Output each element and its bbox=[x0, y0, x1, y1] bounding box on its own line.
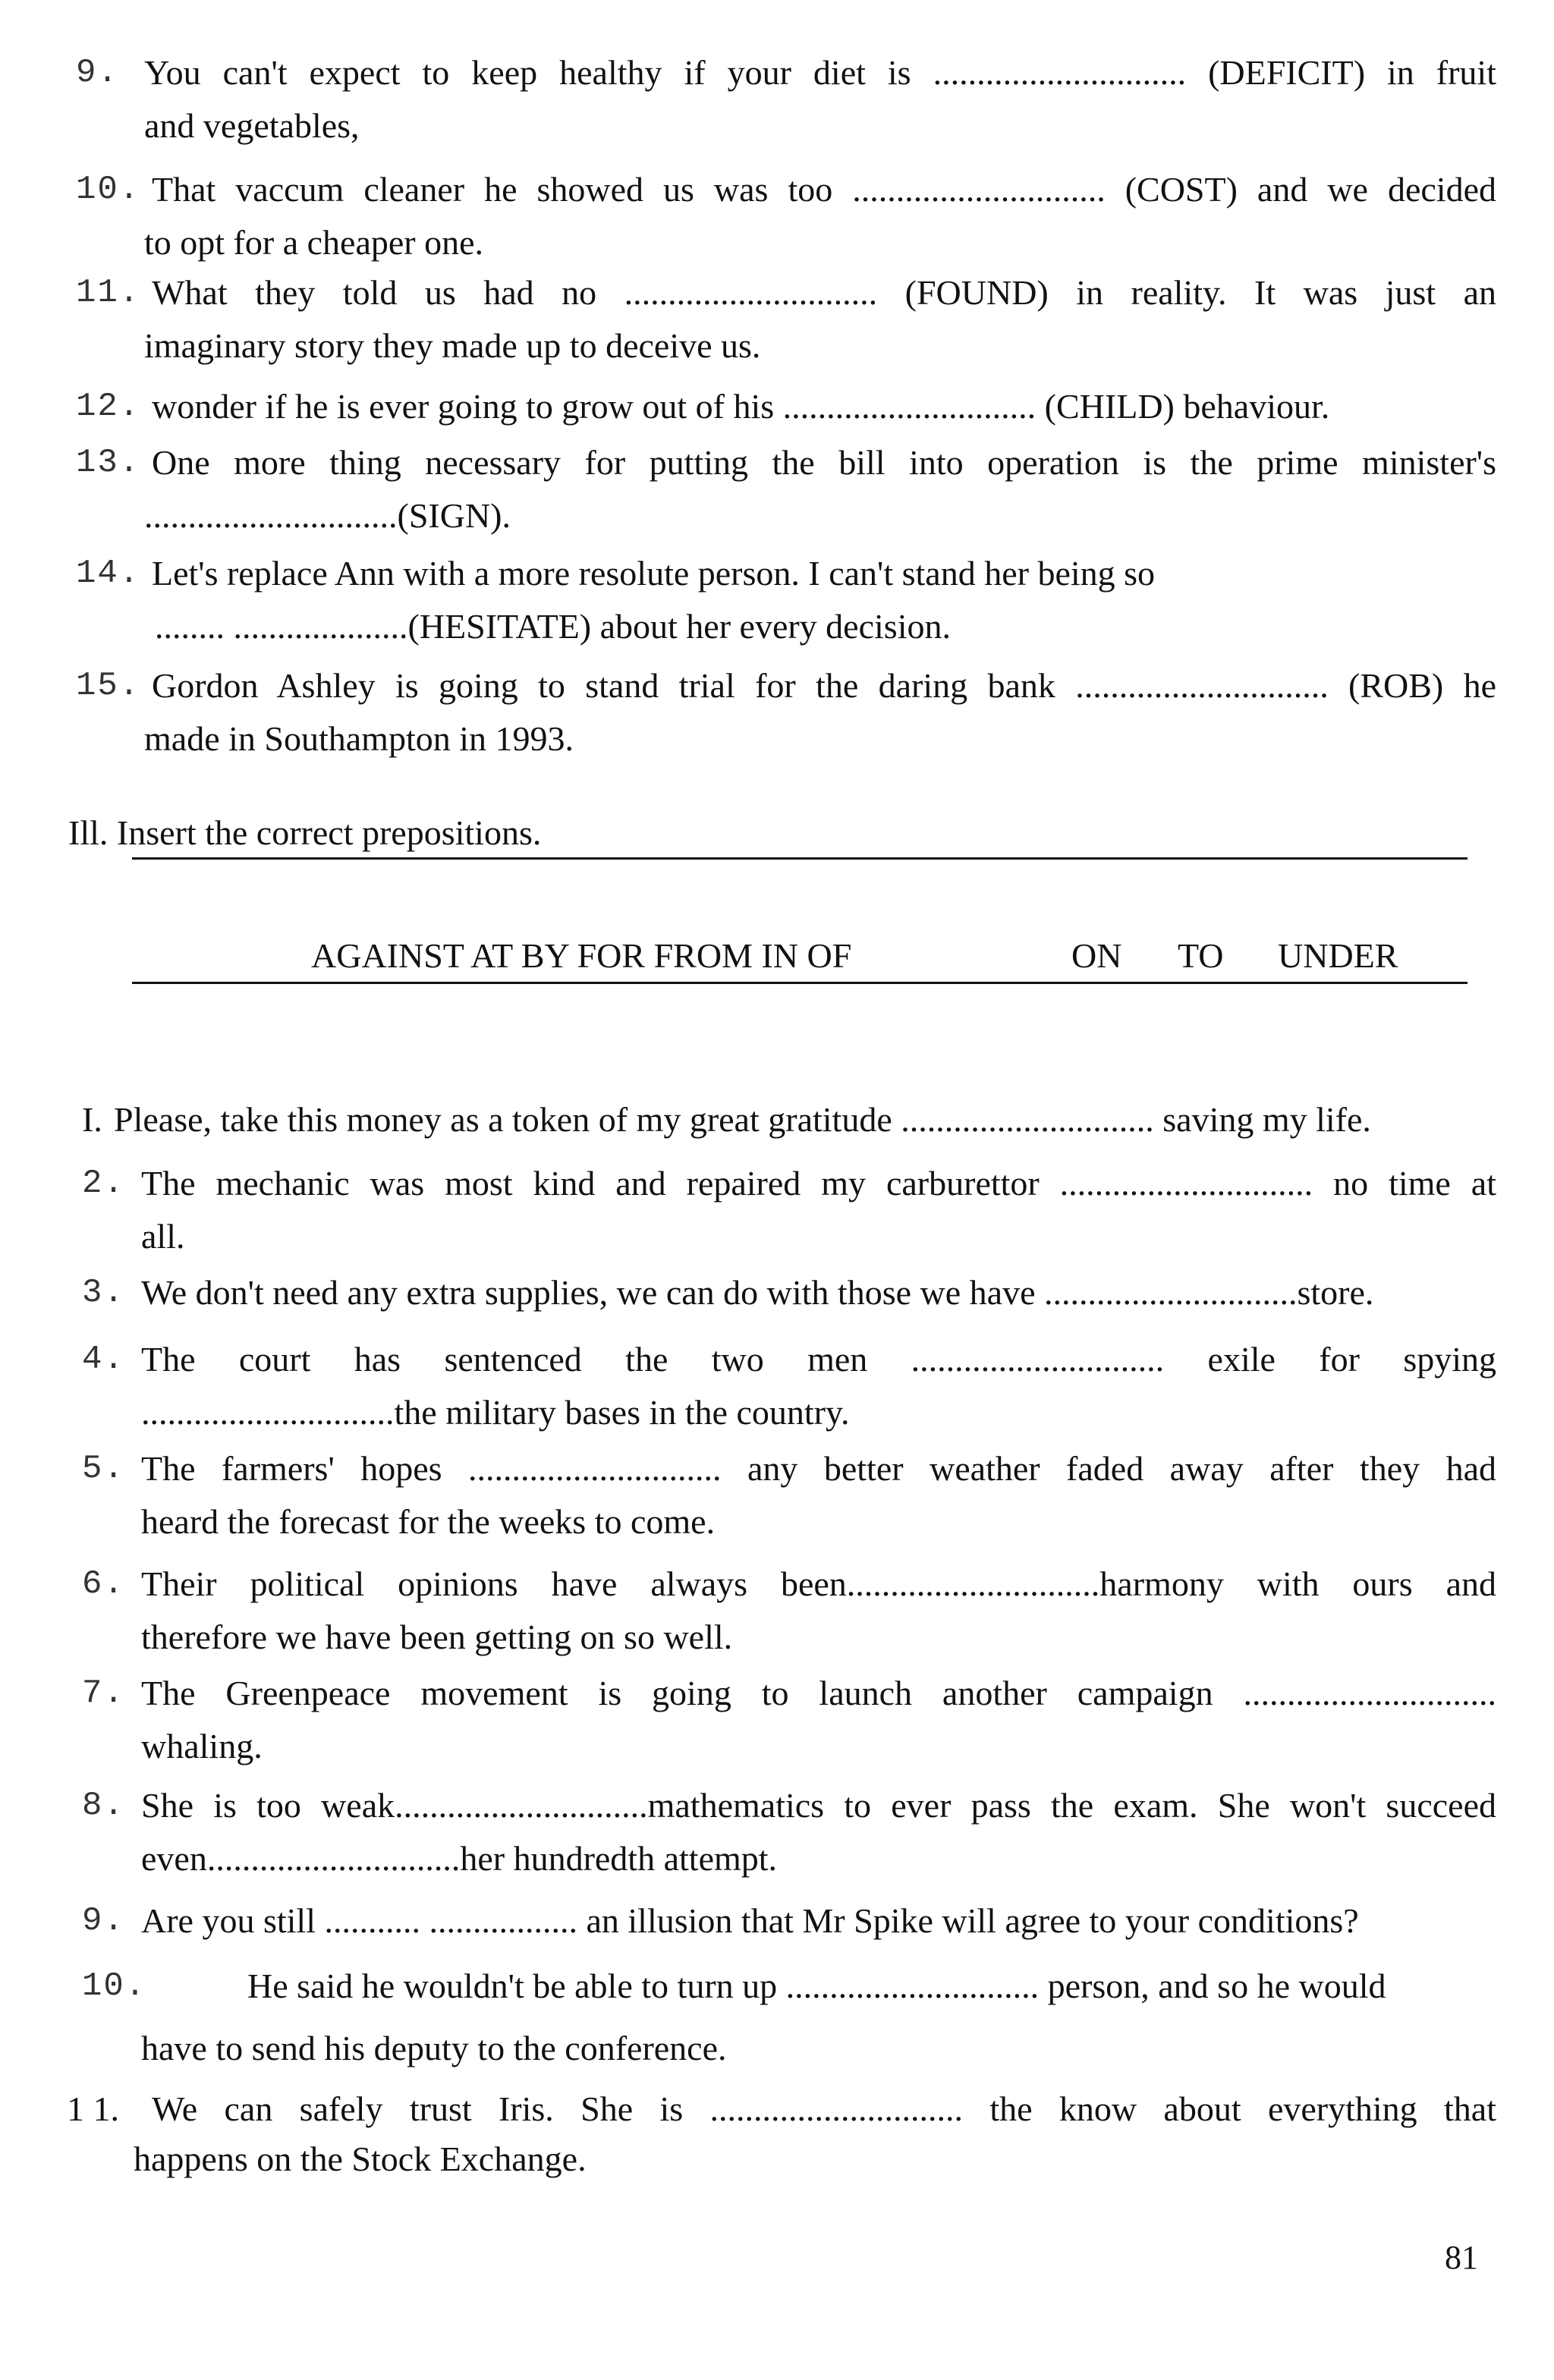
sentence-line: made in Southampton in 1993. bbox=[144, 719, 574, 758]
sentence-line: have to send his deputy to the conference. bbox=[141, 2029, 727, 2067]
word-box-word: ON bbox=[1071, 936, 1122, 975]
item-number: I. bbox=[82, 1100, 102, 1139]
item-number: 13. bbox=[76, 444, 141, 482]
item-number: 10. bbox=[76, 171, 141, 209]
item-number: 7. bbox=[82, 1674, 125, 1712]
sentence-line: The farmers' hopes ............................. any better weather faded away after they had bbox=[141, 1449, 1496, 1488]
sentence-line: .............................(SIGN). bbox=[144, 496, 511, 535]
sentence-line: That vaccum cleaner he showed us was too ............................. (COST) and we decided bbox=[152, 170, 1496, 209]
sentence-line: heard the forecast for the weeks to come. bbox=[141, 1502, 716, 1541]
sentence-line: .............................the military bases in the country. bbox=[141, 1393, 850, 1432]
sentence-line: The Greenpeace movement is going to launch another campaign ............................. bbox=[141, 1674, 1496, 1712]
sentence-line: We can safely trust Iris. She is ............................. the know about everything that bbox=[152, 2089, 1496, 2128]
item-number: 4. bbox=[82, 1341, 125, 1379]
sentence-line: to opt for a cheaper one. bbox=[144, 223, 484, 262]
sentence-line: One more thing necessary for putting the bill into operation is the prime minister's bbox=[152, 443, 1496, 482]
section-heading: Ill. Insert the correct prepositions. bbox=[68, 813, 542, 852]
item-number: 10. bbox=[82, 1967, 147, 2005]
item-number: 11. bbox=[76, 274, 141, 312]
word-box-word: TO bbox=[1178, 936, 1224, 975]
word-box-words: AGAINST AT BY FOR FROM IN OF bbox=[311, 936, 852, 975]
sentence-line: Let's replace Ann with a more resolute person. I can't stand her being so bbox=[152, 554, 1156, 593]
word-box-bottom-rule bbox=[132, 982, 1467, 984]
sentence-line: The mechanic was most kind and repaired my carburettor ............................. no time at bbox=[141, 1164, 1496, 1203]
sentence-line: What they told us had no ............................. (FOUND) in reality. It was just an bbox=[152, 273, 1496, 312]
item-number: 1 1. bbox=[67, 2089, 119, 2128]
sentence-line: Gordon Ashley is going to stand trial for the daring bank ............................. (ROB) he bbox=[152, 666, 1496, 705]
sentence-line: The court has sentenced the two men ............................. exile for spying bbox=[141, 1340, 1496, 1379]
sentence-line: We don't need any extra supplies, we can do with those we have .............................store. bbox=[141, 1273, 1374, 1312]
item-number: 9. bbox=[82, 1902, 125, 1940]
sentence-line: You can't expect to keep healthy if your diet is ............................. (DEFICIT) in fruit bbox=[144, 53, 1496, 92]
sentence-line: therefore we have been getting on so well. bbox=[141, 1618, 733, 1656]
item-number: 8. bbox=[82, 1787, 125, 1825]
sentence-line: and vegetables, bbox=[144, 106, 360, 145]
sentence-line: wonder if he is ever going to grow out of his ............................. (CHILD) behaviour. bbox=[152, 387, 1330, 426]
page-number: 81 bbox=[1445, 2239, 1478, 2276]
item-number: 5. bbox=[82, 1450, 125, 1488]
sentence-line: He said he wouldn't be able to turn up ............................. person, and so he would bbox=[247, 1967, 1386, 2005]
sentence-line: whaling. bbox=[141, 1727, 263, 1765]
sentence-line: imaginary story they made up to deceive us. bbox=[144, 326, 761, 365]
item-number: 2. bbox=[82, 1165, 125, 1203]
sentence-line: Are you still ........... ................. an illusion that Mr Spike will agree to your conditions? bbox=[141, 1901, 1359, 1940]
sentence-line: She is too weak.............................mathematics to ever pass the exam. She won't succeed bbox=[141, 1786, 1496, 1825]
item-number: 14. bbox=[76, 555, 141, 593]
sentence-line: even.............................her hundredth attempt. bbox=[141, 1839, 778, 1878]
sentence-line: Their political opinions have always been.............................harmony with ours and bbox=[141, 1564, 1496, 1603]
word-box-top-rule bbox=[132, 857, 1467, 860]
sentence-line: Please, take this money as a token of my great gratitude ............................. saving my life. bbox=[114, 1100, 1371, 1139]
sentence-line: all. bbox=[141, 1217, 185, 1256]
item-number: 3. bbox=[82, 1274, 125, 1312]
item-number: 12. bbox=[76, 388, 141, 426]
sentence-line: happens on the Stock Exchange. bbox=[134, 2139, 587, 2178]
word-box-word: UNDER bbox=[1278, 936, 1398, 975]
sentence-line: ........ ....................(HESITATE) about her every decision. bbox=[155, 607, 951, 646]
item-number: 9. bbox=[76, 54, 119, 92]
item-number: 6. bbox=[82, 1565, 125, 1603]
item-number: 15. bbox=[76, 667, 141, 705]
